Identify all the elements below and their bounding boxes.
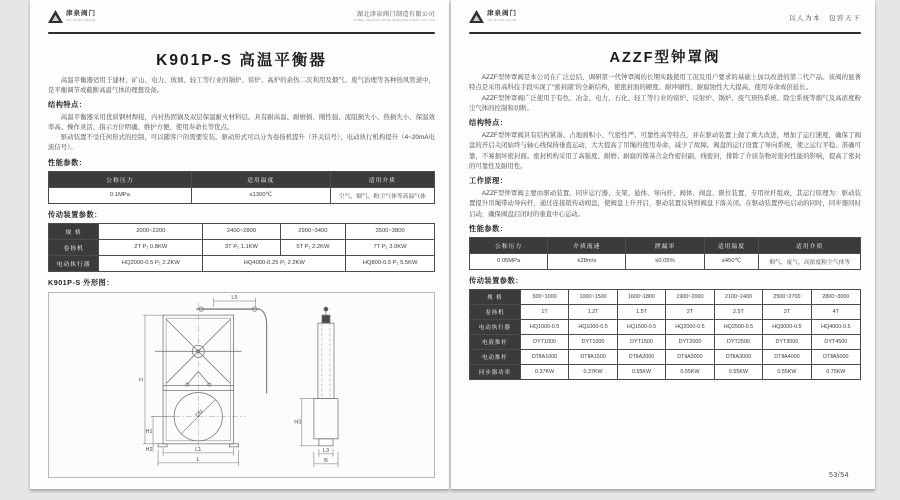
table-cell: 2T <box>666 304 714 319</box>
header-rule <box>48 32 435 34</box>
table-header-cell: 同步器功率 <box>470 364 521 379</box>
table-cell: 0.55KW <box>714 364 762 379</box>
table-cell: HQ4000-0.5 <box>811 319 860 334</box>
header-rule <box>469 32 861 34</box>
brand-logo <box>469 10 517 23</box>
table-header-cell: 公称压力 <box>49 171 192 187</box>
page-header <box>48 0 435 34</box>
table-cell: 2100~2400 <box>714 289 762 304</box>
table-cell: DYT3000 <box>763 334 811 349</box>
table-cell: 2400~2800 <box>203 223 280 239</box>
table-cell: 0.55KW <box>617 364 665 379</box>
transmission-table <box>48 223 435 272</box>
table-cell: 7T P₁ 3.0KW <box>346 239 435 255</box>
table-cell: 0.05MPa <box>470 253 548 269</box>
product-title: AZZF型钟罩阀 <box>609 50 721 66</box>
structure-paragraph-2: 驱动装置不受任何形式的控制，可以随客户的需要安装。驱动形式可以分为卷扬机提升（开关信号）、电动执行机构提升（4~20mA电流信号）。 <box>48 134 435 152</box>
outline-drawing-box <box>48 292 435 478</box>
table-cell: 3T P₁ 1.1KW <box>203 239 280 255</box>
table-cell: 500~1000 <box>520 289 568 304</box>
table-cell: DTⅡA3000 <box>714 349 762 364</box>
structure-features-heading: 结构特点： <box>48 99 87 109</box>
performance-params-heading: 性能参数： <box>48 157 87 167</box>
table-header-cell: 适用温度 <box>191 171 330 187</box>
table-cell: DTⅡA4000 <box>763 349 811 364</box>
dimension-label: L5 <box>231 294 238 301</box>
table-cell: 1900~2000 <box>666 289 714 304</box>
outline-drawing <box>49 293 434 477</box>
table-cell: 0.37KW <box>569 364 617 379</box>
table-header-cell: 公称压力 <box>470 237 548 253</box>
structure-paragraph-1: 高温平衡器采用优质钢材焊接，内衬热固锅及双层保温耐火材料层。具有耐高温、耐磨损、刚性强、流阻损失小、热损失小、保温效率高、操作灵活、指示方位明确、维护方便、使用寿命长等优点。 <box>48 113 435 131</box>
triangle-logo-icon <box>469 10 484 23</box>
table-cell: 1.5T <box>617 304 665 319</box>
intro-paragraph-2: AZZF型钟罩阀广泛使用于有色、冶金、电力、石化、轻工等行业的窑炉、反射炉、锅炉、废气预热系统、除尘系统等烟气及高浓度粉尘气体的控制和切断。 <box>469 94 861 112</box>
slogan-text: 以人为本 包容天下 <box>789 15 861 22</box>
table-row <box>470 319 861 334</box>
table-cell: DYT1000 <box>520 334 568 349</box>
brand-name: 津泉阀门 <box>487 10 517 18</box>
table-cell: 0.37KW <box>520 364 568 379</box>
table-cell: 0.75KW <box>811 364 860 379</box>
transmission-params-heading: 传动装置参数： <box>48 209 102 219</box>
page-left <box>30 0 449 489</box>
table-cell: DYT4500 <box>811 334 860 349</box>
table-row <box>470 304 861 319</box>
dimension-label: L <box>196 456 200 463</box>
table-cell: ≤28m/s <box>548 253 626 269</box>
table-cell: HQ800-0.5 P₁ 5.5KW <box>346 255 435 271</box>
table-row <box>470 289 861 304</box>
working-principle-heading: 工作原理： <box>469 176 508 185</box>
table-cell: 2000~2200 <box>99 223 203 239</box>
table-cell: HQ3000-0.5 <box>763 319 811 334</box>
performance-table <box>469 237 861 270</box>
table-cell: 5T P₁ 2.2KW <box>280 239 346 255</box>
table-cell: ≤1300℃ <box>191 187 330 203</box>
table-cell: 3500~3800 <box>346 223 435 239</box>
table-cell: DTⅡA1000 <box>520 349 568 364</box>
table-cell: DYT1000 <box>569 334 617 349</box>
outline-drawing-heading: K901P-S 外形图： <box>48 277 114 287</box>
company-name-en: HUBEI JINQUAN VALVE MANUFACTURING CO.,LTD <box>354 18 435 23</box>
dimension-label: H3 <box>294 419 302 426</box>
structure-features-heading: 结构特点： <box>469 118 508 127</box>
table-header-cell: 适用温度 <box>704 237 759 253</box>
table-row <box>49 239 435 255</box>
dimension-label: L3 <box>322 447 330 454</box>
table-cell: 1000~1500 <box>569 289 617 304</box>
table-cell: 2900~3400 <box>280 223 346 239</box>
brand-text <box>66 11 96 22</box>
table-row <box>49 223 435 239</box>
table-cell: ≤450℃ <box>704 253 759 269</box>
table-cell: DYT2500 <box>714 334 762 349</box>
table-header-cell: 电动执行器 <box>470 319 521 334</box>
structure-paragraph: AZZF型钟罩阀具有结构紧凑、占地面积小、气密性严、可靠性高等特点，并在驱动装置上做了重大改进，增加了运行速度，确保了阀盘的开启关闭始终与轴心线保持垂直运动，大大提高了吊绳的使用寿命，减少了故障。阀盘的运行设置了导向系统，使之运行平稳、准确可靠，不易损坏密封面。密封机构采用了高强度、耐磨、耐腐的镍基合金作密封副，线密封，排除了介质杂物对密封性能的影响，提高了密封的可靠性及耐用性。 <box>469 132 861 170</box>
table-cell: HQ2000-0.5 P₁ 2.2KW <box>99 255 203 271</box>
table-cell: 1.2T <box>569 304 617 319</box>
table-cell: HQ1000-0.5 <box>569 319 617 334</box>
table-header-cell: 泄漏率 <box>626 237 704 253</box>
table-cell: HQ1000-0.5 <box>520 319 568 334</box>
header-company <box>354 12 435 23</box>
page-number: 53/54 <box>828 472 849 479</box>
table-cell: 2T P₁ 0.8KW <box>99 239 203 255</box>
principle-paragraph: AZZF型钟罩阀主要由驱动装置、同步运行器、支架、悬体、导向杆、阀体、阀盘、限位装置、专用丝杆组成，其运行原理为：驱动装置提升吊绳带动导向杆，通过连接销传动阀盘，使阀盘上升开启，驱动装置反转则阀盘下落关闭。在驱动装置停电启动的同时，同步器同时启动，确保阀盘启闭时的垂直中心运动。 <box>469 190 861 218</box>
header-slogan <box>789 12 861 23</box>
table-header-cell: 适用介质 <box>330 171 434 187</box>
table-cell: ≤0.05% <box>626 253 704 269</box>
table-row <box>470 334 861 349</box>
brand-subtitle: JIN QUAN VALVE <box>66 17 96 22</box>
table-row <box>49 187 435 203</box>
table-header-cell: 卷扬机 <box>49 239 99 255</box>
table-cell: 0.1MPa <box>49 187 192 203</box>
triangle-logo-icon <box>48 10 63 23</box>
intro-paragraph-1: AZZF型钟罩阀是本公司在广泛总结、调研第一代钟罩阀的长期实践使用工况及用户要求的基础上加以改进的第二代产品。该阀的显著特点是采用高科技手段实现了“密封副”的全新结构，使密封面的硬度、耐冲刷性、耐腐蚀性大大提高，使用寿命成倍延长。 <box>469 74 861 92</box>
table-header-cell: 电液推杆 <box>470 334 521 349</box>
table-cell: 2500~2700 <box>763 289 811 304</box>
table-row <box>470 349 861 364</box>
table-header-cell: 规 格 <box>470 289 521 304</box>
brand-logo <box>48 10 96 23</box>
table-cell: DYT2000 <box>666 334 714 349</box>
page-header <box>469 0 861 34</box>
table-row <box>49 171 435 187</box>
table-cell: 1600~1800 <box>617 289 665 304</box>
dimension-label: H <box>138 376 143 383</box>
table-row <box>470 364 861 379</box>
table-cell: DTⅡA3000 <box>666 349 714 364</box>
table-cell: DYT1500 <box>617 334 665 349</box>
dimension-label: L1 <box>195 446 202 453</box>
table-cell: HQ4000-0.25 P₁ 2.2KW <box>203 255 346 271</box>
table-cell: HQ2000-0.5 <box>666 319 714 334</box>
page-right <box>451 0 875 489</box>
dimension-label: H2 <box>145 446 153 453</box>
table-header-cell: 介质流速 <box>548 237 626 253</box>
performance-params-heading: 性能参数： <box>469 223 508 233</box>
transmission-params-heading: 传动装置参数： <box>469 275 523 285</box>
table-cell: 0.55KW <box>666 364 714 379</box>
table-header-cell: 规 格 <box>49 223 99 239</box>
table-header-cell: 卷扬机 <box>470 304 521 319</box>
brand-subtitle: JIN QUAN VALVE <box>487 17 517 22</box>
table-cell: HQ2500-0.5 <box>714 319 762 334</box>
brand-name: 津泉阀门 <box>66 10 96 18</box>
table-cell: 空气、烟气、粉尘气体等高温气体 <box>330 187 434 203</box>
table-cell: DTⅡA1500 <box>569 349 617 364</box>
table-cell: 2.5T <box>714 304 762 319</box>
table-row <box>470 237 861 253</box>
dimension-label: DN <box>194 408 205 419</box>
performance-table <box>48 171 435 204</box>
table-cell: 0.55KW <box>763 364 811 379</box>
transmission-table <box>469 289 861 380</box>
table-cell: HQ1500-0.5 <box>617 319 665 334</box>
company-name: 湖北津泉阀门制造有限公司 <box>356 12 435 18</box>
table-cell: 2800~3000 <box>811 289 860 304</box>
table-cell: DTⅡA2000 <box>617 349 665 364</box>
table-cell: 烟气、废气、高浓度粉尘气体等 <box>759 253 861 269</box>
brand-text <box>487 11 517 22</box>
dimension-label: H1 <box>145 428 153 435</box>
table-cell: DTⅡA5000 <box>811 349 860 364</box>
table-cell: 4T <box>811 304 860 319</box>
table-header-cell: 电动执行器 <box>49 255 99 271</box>
table-row <box>470 253 861 269</box>
table-cell: 3T <box>763 304 811 319</box>
table-header-cell: 适用介质 <box>759 237 861 253</box>
product-title: K901P-S 高温平衡器 <box>156 52 327 69</box>
dimension-label: B <box>324 457 328 464</box>
intro-paragraph: 高温平衡器适用于建材、矿山、电力、玻璃、轻工等行业的锅炉、窑炉、高炉的余热二次利用及烟气、废气治理等各种热风管道中，是平衡调节或截断高温气体的理想设备。 <box>48 77 435 95</box>
table-header-cell: 电动推杆 <box>470 349 521 364</box>
table-row <box>49 255 435 271</box>
table-cell: 1T <box>520 304 568 319</box>
